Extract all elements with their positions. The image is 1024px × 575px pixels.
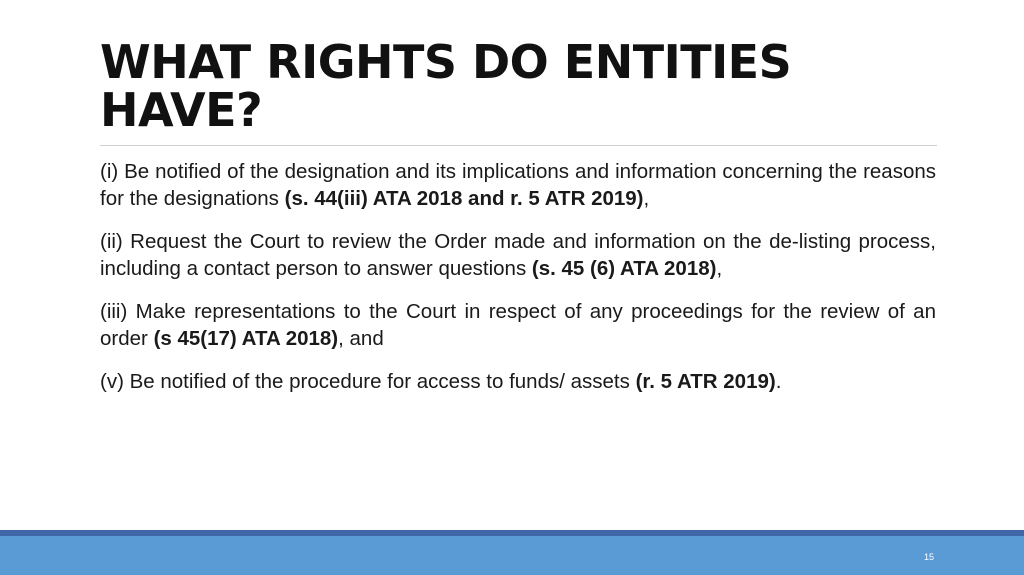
right-text: (iii) Make representations to the Court in respect of any proceedings for the review of an order (100, 300, 936, 350)
right-citation: (s 45(17) ATA 2018) (153, 327, 339, 350)
right-suffix: , (643, 187, 650, 210)
slide-body (100, 158, 936, 411)
right-item-3 (100, 298, 936, 352)
right-suffix: , and (338, 327, 384, 350)
right-item-1 (100, 158, 936, 212)
right-suffix: , (716, 257, 723, 280)
right-text: (ii) Request the Court to review the Order made and information on the de-listing process, including a contact person to answer questions (100, 230, 936, 280)
right-citation: (s. 45 (6) ATA 2018) (531, 257, 717, 280)
slide-title: WHAT RIGHTS DO ENTITIES HAVE? (100, 35, 792, 137)
footer-band (0, 536, 1024, 575)
right-item-2 (100, 228, 936, 282)
right-item-4 (100, 368, 936, 395)
right-citation: (s. 44(iii) ATA 2018 and r. 5 ATR 2019) (284, 187, 644, 210)
right-citation: (r. 5 ATR 2019) (635, 370, 776, 393)
right-text: (v) Be notified of the procedure for access to funds/ assets (100, 370, 636, 393)
right-suffix: . (775, 370, 782, 393)
title-divider (100, 145, 937, 146)
right-text: (i) Be notified of the designation and its implications and information concerning the reasons for the designations (100, 160, 936, 210)
page-number: 15 (923, 552, 934, 562)
